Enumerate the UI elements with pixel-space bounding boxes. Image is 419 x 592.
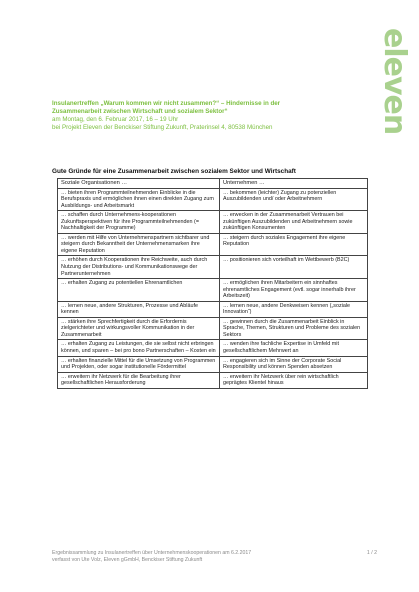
table-row [58,233,368,256]
eleven-logo: eleven [377,28,412,135]
cell-companies: … positionieren sich vorteilhaft im Wettbewerb (B2C) [220,256,368,279]
table-row [58,188,368,211]
cell-companies: … lernen neue, andere Denkweisen kennen („soziale Innovation“) [220,301,368,317]
column-header-social: Soziale Organisationen … [58,179,220,189]
cell-companies: … erweitern ihr Netzwerk über rein wirtschaftlich geprägtes Klientel hinaus [220,372,368,388]
cell-social-organisations: … lernen neue, andere Strukturen, Prozesse und Abläufe kennen [58,301,220,317]
cell-companies: … steigern durch soziales Engagement ihre eigene Reputation [220,233,368,256]
cell-companies: … engagieren sich im Sinne der Corporate Social Responsibility und können Spenden absetzen [220,356,368,372]
column-header-companies: Unternehmen … [220,179,368,189]
table-header-row [58,179,368,189]
cell-companies: … erwecken in der Zusammenarbeit Vertrauen bei zukünftigen Auszubildenden und Arbeitnehmern sowie zukünftigen Konsumenten [220,211,368,234]
event-venue: bei Projekt Eleven der Benckiser Stiftung Zukunft, Praterinsel 4, 80538 München [52,124,273,131]
cell-companies: … gewinnen durch die Zusammenarbeit Einblick in Sprache, Themen, Strukturen und Probleme des sozialen Sektors [220,317,368,340]
page-number: 1 / 2 [366,550,377,556]
table-row [58,279,368,302]
footer [52,550,382,563]
event-title-line-1: Insulanertreffen „Warum kommen wir nicht zusammen?“ – Hindernisse in der [52,100,281,107]
event-title-line-2: Zusammenarbeit zwischen Wirtschaft und sozialem Sektor“ [52,108,228,115]
cell-companies: … bekommen (leichter) Zugang zu potenziellen Auszubildenden und/ oder Arbeitnehmern [220,188,368,211]
reasons-table-body [58,179,368,389]
cell-social-organisations: … erhalten finanzielle Mittel für die Umsetzung von Programmen und Projekten, oder sogar institutionelle Fördermittel [58,356,220,372]
cell-companies: … wenden ihre fachliche Expertise in Umfeld mit gesellschaftlichem Mehrwert an [220,340,368,356]
table-row [58,301,368,317]
table-row [58,372,368,388]
event-date: am Montag, den 6. Februar 2017, 16 – 19 Uhr [52,116,179,123]
cell-social-organisations: … bieten ihren Programmteilnehmenden Einblicke in die Berufspraxis und ermöglichen ihnen einen direkten Zugang zum Ausbildungs- und Arbeitsmarkt [58,188,220,211]
table-row [58,317,368,340]
cell-social-organisations: … erhalten Zugang zu Leistungen, die sie selbst nicht erbringen können, und sparen – bei pro bono Partnerschaften – Kosten ein [58,340,220,356]
table-row [58,256,368,279]
footer-line-1: Ergebnissammlung zu Insulanertreffen über Unternehmenskooperationen am 6.2.2017 [52,550,252,556]
table-row [58,211,368,234]
cell-social-organisations: … erweitern ihr Netzwerk für die Bearbeitung ihrer gesellschaftlichen Herausforderung [58,372,220,388]
table-row [58,340,368,356]
cell-social-organisations: … schaffen durch Unternehmens-kooperationen Zukunftsperspektiven für ihre Programmteilnehmenden (= Nachhaltigkeit der Programme) [58,211,220,234]
table-row [58,356,368,372]
cell-social-organisations: … werden mit Hilfe von Unternehmenspartnern sichtbarer und steigern durch Bekanntheit der Unternehmensmarken ihre eigene Reputation [58,233,220,256]
cell-social-organisations: … erhöhen durch Kooperationen ihre Reichweite, auch durch Nutzung der Distributions- und Kommunikationswege der Partnerunternehmen [58,256,220,279]
cell-social-organisations: … stärken ihre Sprechfertigkeit durch die Erfordernis zielgerichteter und wirkungsvoller Kommunikation in der Zusammenarbeit [58,317,220,340]
event-header [52,100,382,132]
footer-line-2: verfasst von Ute Volz, Eleven gGmbH, Benckiser Stiftung Zukunft [52,556,203,563]
cell-companies: … ermöglichen ihren Mitarbeitern ein sinnhaftes ehrenamtliches Engagement (evtl. sogar innerhalb ihrer Arbeitszeit) [220,279,368,302]
cell-social-organisations: … erhalten Zugang zu potentiellen Ehrenamtlichen [58,279,220,302]
section-title: Gute Gründe für eine Zusammenarbeit zwischen sozialem Sektor und Wirtschaft [52,168,296,175]
reasons-table [57,178,368,389]
